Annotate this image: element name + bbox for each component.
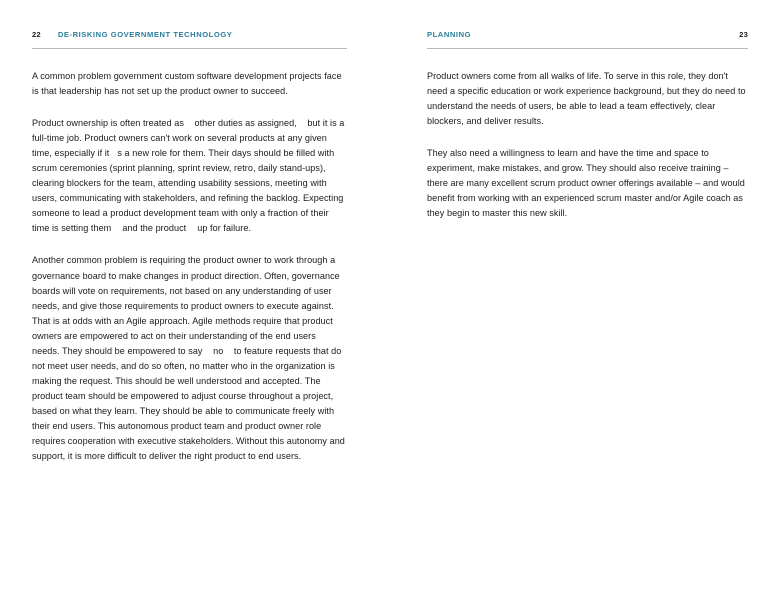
text-run: needs. They should be empowered to say: [32, 345, 206, 356]
running-head-title-right: PLANNING: [427, 30, 472, 39]
text-run: Product ownership is often treated as: [32, 118, 187, 129]
text-run: no: [213, 345, 224, 356]
header-rule-left: [32, 48, 347, 49]
body-column-right: [427, 69, 748, 221]
page-number-left: 22: [32, 30, 41, 39]
text-run: Another common problem is requiring the product owner to work through a governance board to make changes in product direction. Often, governance boards will vote on requirements, not based on any understanding of user needs, and give those requirements to product owners to execute against. That is at odds with an Agile approach. Agile methods require that product owners are empowered to act on their understanding of the end users: [32, 255, 340, 341]
paragraph: [32, 116, 347, 236]
text-run: s a new role for them. Their days should be filled with scrum ceremonies (sprint planning, sprint review, retro, daily stand-ups), clearing blockers for the team, attending usability sessions, meeting with users, communicating with stakeholders, and refining the backlog. Expecting someone to lead a product development team with only a fraction of their time is setting them: [32, 148, 344, 234]
text-run: to feature requests that do not meet user needs, and do so often, no matter who in the organization is making the request. This should be well understood and accepted. The product team should be empowered to adjust course throughout a project, based on what they learn. They should be able to communicate freely with their end users. This autonomous product team and product owner role requires cooperation with executive stakeholders. Without this autonomy and support, it is more difficult to deliver the right product to end users.: [32, 345, 345, 462]
page-right: [388, 0, 776, 600]
header-rule-right: [427, 48, 748, 49]
running-head-left: [32, 30, 347, 44]
paragraph: They also need a willingness to learn and have the time and space to experiment, make mistakes, and grow. They should also receive training – there are many excellent scrum product owner offerings available – and would benefit from working with an experienced scrum master and/or Agile coach as they begin to master this new skill.: [427, 148, 745, 219]
paragraph: Product owners come from all walks of life. To serve in this role, they don't need a specific education or work experience background, but they do need to understand the needs of users, be able to lead a team effectively, clear blockers, and deliver results.: [427, 71, 746, 127]
text-run: up for failure.: [197, 223, 252, 234]
paragraph: A common problem government custom software development projects face is that leadership has not set up the product owner to succeed.: [32, 71, 342, 97]
text-run: other duties as assigned,: [194, 118, 297, 129]
running-head-title-left: DE-RISKING GOVERNMENT TECHNOLOGY: [57, 30, 233, 39]
text-run: and the product: [122, 223, 187, 234]
body-column-left: [32, 69, 347, 464]
text-run: but it is a full-time job. Product owners can't work on several products at any given time, especially if it: [32, 118, 345, 159]
paragraph: [32, 253, 347, 464]
page-number-right: 23: [739, 30, 748, 39]
running-head-right: [427, 30, 748, 44]
